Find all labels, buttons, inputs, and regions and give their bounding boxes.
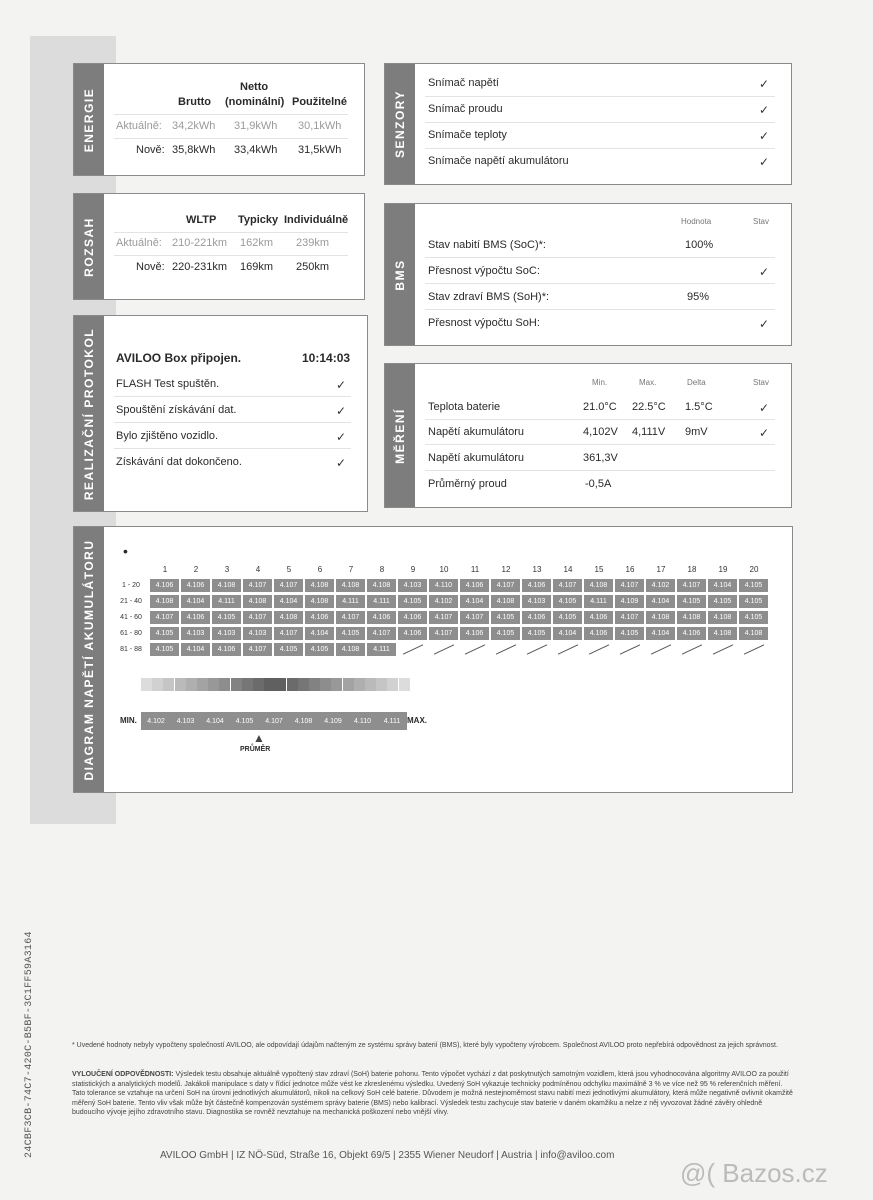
average-label: PRŮMĚR: [240, 746, 271, 753]
scale-shade: [399, 678, 410, 691]
voltage-cell: 4.104: [646, 595, 675, 608]
protokol-check-3: ✓: [336, 430, 347, 444]
row-label: 41 - 60: [120, 614, 142, 621]
mereni-row-4-label: Průměrný proud: [428, 478, 507, 490]
bms-row-3-label: Stav zdraví BMS (SoH)*:: [428, 291, 550, 303]
voltage-cell: 4.108: [243, 595, 272, 608]
protokol-time: 10:14:03: [302, 351, 351, 365]
row-label: 21 - 40: [120, 598, 142, 605]
voltage-cell: 4.105: [708, 595, 737, 608]
disclaimer-title: VYLOUČENÍ ODPOVĚDNOSTI:: [72, 1071, 174, 1078]
voltage-cell: 4.104: [646, 627, 675, 640]
column-number: 19: [718, 565, 728, 574]
rozsah-tab: [74, 194, 104, 299]
senzor-check-3: ✓: [759, 129, 770, 143]
protokol-step-4: Získávání dat dokončeno.: [116, 456, 242, 468]
voltage-cell: 4.104: [305, 627, 334, 640]
voltage-cell: 4.106: [305, 611, 334, 624]
bms-row-4-check: ✓: [759, 317, 770, 331]
mereni-col-max: Max.: [639, 378, 657, 387]
diagram-tab-label: DIAGRAM NAPĚTÍ AKUMULÁTORU: [82, 539, 96, 780]
voltage-cell: 4.105: [522, 627, 551, 640]
voltage-cell: 4.104: [708, 579, 737, 592]
bms-col-hodnota: Hodnota: [681, 217, 712, 226]
voltage-cell: 4.108: [150, 595, 179, 608]
column-number: 11: [470, 565, 480, 574]
mereni-row-1-max: 22.5°C: [632, 401, 666, 413]
voltage-cell: 4.108: [646, 611, 675, 624]
scale-shade: [387, 678, 398, 691]
mereni-row-2-label: Napětí akumulátoru: [428, 426, 524, 438]
mereni-row-1-check: ✓: [759, 401, 770, 415]
scale-shade: [298, 678, 309, 691]
voltage-cell: 4.107: [243, 579, 272, 592]
rozsah-row1-wltp: 210-221km: [172, 237, 228, 249]
rozsah-row2-typicky: 169km: [240, 261, 274, 273]
column-number: 9: [410, 565, 416, 574]
row-label: 61 - 80: [120, 630, 142, 637]
voltage-cell: 4.111: [584, 595, 613, 608]
column-number: 14: [563, 565, 573, 574]
voltage-cell: 4.111: [336, 595, 365, 608]
scale-shade: [331, 678, 342, 691]
rozsah-tab-label: ROZSAH: [82, 216, 96, 277]
voltage-cell: 4.106: [398, 627, 427, 640]
energie-col-pouzitelne: Použitelné: [292, 96, 348, 108]
energie-row2-netto: 33,4kWh: [234, 144, 278, 156]
voltage-cell: 4.107: [274, 579, 303, 592]
mereni-row-2-max: 4,111V: [632, 426, 666, 438]
voltage-cell: 4.104: [181, 595, 210, 608]
voltage-cell: 4.108: [274, 611, 303, 624]
voltage-cell: 4.106: [367, 611, 396, 624]
scale-shade: [141, 678, 152, 691]
voltage-cell: 4.110: [429, 579, 458, 592]
column-number: 20: [749, 565, 759, 574]
mereni-row-2-delta: 9mV: [685, 426, 708, 438]
voltage-cell: 4.105: [305, 643, 334, 656]
energie-card: [73, 63, 365, 176]
voltage-cell: 4.105: [739, 611, 768, 624]
column-number: 15: [594, 565, 604, 574]
voltage-cell: 4.105: [398, 595, 427, 608]
voltage-cell: 4.106: [181, 611, 210, 624]
column-number: 3: [224, 565, 230, 574]
energie-row2-brutto: 35,8kWh: [172, 144, 216, 156]
row-label: 1 - 20: [122, 582, 140, 589]
scale-shade: [197, 678, 208, 691]
mereni-tab: [385, 364, 415, 507]
voltage-cell: 4.107: [553, 579, 582, 592]
scale-shade: [163, 678, 174, 691]
voltage-cell: 4.106: [212, 643, 241, 656]
voltage-cell: 4.105: [553, 611, 582, 624]
voltage-cell: 4.107: [243, 611, 272, 624]
mereni-row-2-min: 4,102V: [583, 426, 618, 438]
protokol-step-2: Spouštění získávání dat.: [116, 404, 237, 416]
voltage-cell: 4.104: [274, 595, 303, 608]
footer-disclaimer: [72, 1070, 796, 1118]
bms-tab: [385, 204, 415, 345]
senzor-item-1: Snímač napětí: [428, 77, 499, 89]
column-number: 13: [532, 565, 542, 574]
protokol-tab-label: REALIZAČNÍ PROTOKOL: [82, 327, 96, 500]
voltage-cell: 4.106: [398, 611, 427, 624]
energie-row1-brutto: 34,2kWh: [172, 120, 216, 132]
voltage-cell: 4.107: [429, 611, 458, 624]
watermark: [680, 1158, 828, 1189]
protokol-title: AVILOO Box připojen.: [116, 351, 242, 365]
voltage-cell: 4.105: [739, 595, 768, 608]
senzor-item-4: Snímače napětí akumulátoru: [428, 155, 569, 167]
voltage-cell: 4.102: [646, 579, 675, 592]
voltage-cell: 4.105: [336, 627, 365, 640]
protokol-card: [73, 315, 368, 512]
voltage-cell: 4.106: [522, 611, 551, 624]
bms-row-4-label: Přesnost výpočtu SoH:: [428, 317, 540, 329]
rozsah-col-wltp: WLTP: [186, 214, 217, 226]
voltage-cell: 4.108: [336, 643, 365, 656]
bms-row-2-check: ✓: [759, 265, 770, 279]
diagram-bullet: •: [123, 543, 128, 559]
column-number: 2: [193, 565, 199, 574]
rozsah-col-individualne: Individuálně: [284, 214, 349, 226]
column-number: 17: [656, 565, 666, 574]
rozsah-col-typicky: Typicky: [238, 214, 279, 226]
mereni-tab-label: MĚŘENÍ: [393, 407, 407, 464]
mereni-card: [384, 363, 792, 508]
scale-shade: [242, 678, 253, 691]
protokol-check-1: ✓: [336, 378, 347, 392]
column-number: 4: [255, 565, 261, 574]
scale-shade: [175, 678, 186, 691]
column-number: 7: [348, 565, 354, 574]
scale-value-cell: 4.107: [259, 712, 289, 730]
mereni-col-min: Min.: [592, 378, 608, 387]
scale-shade: [219, 678, 230, 691]
voltage-cell: 4.108: [584, 579, 613, 592]
mereni-row-2-check: ✓: [759, 426, 770, 440]
voltage-cell: 4.106: [460, 579, 489, 592]
voltage-cell: 4.108: [305, 579, 334, 592]
voltage-cell: 4.105: [212, 611, 241, 624]
senzory-card: [384, 63, 792, 185]
column-number: 6: [317, 565, 323, 574]
scale-max-label: MAX.: [407, 716, 427, 725]
mereni-row-3-label: Napětí akumulátoru: [428, 452, 524, 464]
scale-value-cell: 4.102: [141, 712, 171, 730]
voltage-cell: 4.107: [274, 627, 303, 640]
energie-col-brutto: Brutto: [178, 96, 211, 108]
protokol-step-1: FLASH Test spuštěn.: [116, 378, 220, 390]
scale-value-cell: 4.109: [318, 712, 348, 730]
senzor-check-2: ✓: [759, 103, 770, 117]
protokol-tab: [74, 316, 104, 511]
mereni-row-1-label: Teplota baterie: [428, 401, 501, 413]
voltage-cell: 4.106: [181, 579, 210, 592]
bms-row-2-label: Přesnost výpočtu SoC:: [428, 265, 540, 277]
column-number: 8: [379, 565, 385, 574]
voltage-cell: 4.105: [553, 595, 582, 608]
rozsah-row1-typicky: 162km: [240, 237, 274, 249]
voltage-cell: 4.111: [367, 643, 396, 656]
scale-shade: [264, 678, 275, 691]
voltage-cell: 4.103: [181, 627, 210, 640]
energie-row1-netto: 31,9kWh: [234, 120, 278, 132]
mereni-row-1-delta: 1.5°C: [685, 401, 713, 413]
voltage-cell: 4.103: [398, 579, 427, 592]
scale-min-label: MIN.: [120, 716, 137, 725]
energie-row1-pouzitelne: 30,1kWh: [298, 120, 342, 132]
mereni-row-3-min: 361,3V: [583, 452, 618, 464]
bms-tab-label: BMS: [393, 258, 407, 291]
scale-shade: [365, 678, 376, 691]
rozsah-row2-wltp: 220-231km: [172, 261, 228, 273]
voltage-cell: 4.107: [615, 579, 644, 592]
voltage-cell: 4.106: [150, 579, 179, 592]
voltage-cell: 4.103: [243, 627, 272, 640]
voltage-cell: 4.107: [615, 611, 644, 624]
mereni-col-stav: Stav: [753, 378, 770, 387]
column-number: 1: [162, 565, 168, 574]
voltage-cell: 4.108: [708, 627, 737, 640]
voltage-cell: 4.102: [429, 595, 458, 608]
energie-row1-label: Aktuálně:: [116, 120, 162, 132]
bms-row-1-value: 100%: [685, 239, 714, 251]
voltage-cell: 4.108: [212, 579, 241, 592]
footer-note: * Uvedené hodnoty nebyly vypočteny společností AVILOO, ale odpovídají údajům načteným ze systému správy baterií (BMS), které byly vypočteny výrobcem. Společnost AVILOO proto nepřebírá odpovědnost za jejich správnost.: [72, 1042, 778, 1049]
senzory-tab-label: SENZORY: [393, 89, 407, 159]
voltage-cell: 4.105: [615, 627, 644, 640]
senzor-check-4: ✓: [759, 155, 770, 169]
voltage-cell: 4.107: [677, 579, 706, 592]
senzor-item-2: Snímač proudu: [428, 103, 503, 115]
voltage-cell: 4.111: [212, 595, 241, 608]
voltage-cell: 4.107: [491, 579, 520, 592]
scale-value-cell: 4.108: [289, 712, 319, 730]
column-number: 12: [501, 565, 511, 574]
voltage-cell: 4.106: [460, 627, 489, 640]
document-id: 24CBF3CB-74C7-420C-B5BF-3C1FF59A3164: [24, 931, 35, 1158]
voltage-cell: 4.105: [739, 579, 768, 592]
voltage-cell: 4.107: [336, 611, 365, 624]
voltage-cell: 4.108: [708, 611, 737, 624]
column-number: 16: [625, 565, 635, 574]
mereni-row-1-min: 21.0°C: [583, 401, 617, 413]
voltage-cell: 4.111: [367, 595, 396, 608]
scale-shade: [253, 678, 264, 691]
voltage-cell: 4.105: [677, 595, 706, 608]
watermark-icon: @(: [680, 1158, 716, 1188]
disclaimer-text: Výsledek testu obsahuje aktuálně vypočtený stav zdraví (SoH) baterie pohonu. Tento výpočet vychází z dat poskytnutých samotným vozidlem, která jsou vyhodnocována algoritmy AVILOO za použití statistických a analytických modelů. Jakákoli manipulace s daty v řídicí jednotce může vést ke zkreslenému výsledku. Uvedený SoH vykazuje technicky podmíněnou odchylku maximálně 3 % ve více než 95 % referenčních měření. Tato tolerance se vztahuje na určení SoH na úrovni jednotlivých akumulátorů, nikoli na celkový SoH celé baterie. Důvodem je možná nestejnoměrnost stavu nabití mezi jednotlivými akumulátory, která může negativně ovlivnit okamžitě měřený SoH baterie. Tento vliv však může být částečně kompenzován systémem správy baterie (BMS) nebo kalibrací. Výsledek testu zachycuje stav baterie v daném okamžiku a nelze z něj vyvozovat žádné závěry ohledně budoucího vývoje jejího zdravotního stavu. Diagnostika se rovněž nevztahuje na mechanická poškození nebo vnější vlivy.: [72, 1071, 793, 1116]
scale-shade: [376, 678, 387, 691]
rozsah-row2-individualne: 250km: [296, 261, 330, 273]
scale-shade: [275, 678, 286, 691]
voltage-cell: 4.105: [491, 611, 520, 624]
voltage-cell: 4.105: [150, 643, 179, 656]
scale-value-cell: 4.103: [171, 712, 201, 730]
voltage-cell: 4.107: [150, 611, 179, 624]
scale-value-cell: 4.111: [377, 712, 407, 730]
voltage-cell: 4.108: [305, 595, 334, 608]
bms-row-3-value: 95%: [687, 291, 710, 303]
protokol-check-4: ✓: [336, 456, 347, 470]
voltage-cell: 4.108: [739, 627, 768, 640]
column-number: 5: [286, 565, 292, 574]
scale-shade: [231, 678, 242, 691]
mereni-row-4-min: -0,5A: [585, 478, 612, 490]
column-number: 18: [687, 565, 697, 574]
protokol-step-3: Bylo zjištěno vozidlo.: [116, 430, 219, 442]
scale-shade: [354, 678, 365, 691]
scale-value-cell: 4.104: [200, 712, 230, 730]
senzor-check-1: ✓: [759, 77, 770, 91]
bms-row-1-label: Stav nabití BMS (SoC)*:: [428, 239, 546, 251]
energie-tab-label: ENERGIE: [82, 87, 96, 152]
voltage-cell: 4.108: [491, 595, 520, 608]
voltage-cell: 4.104: [460, 595, 489, 608]
footer-address: AVILOO GmbH | IZ NÖ-Süd, Straße 16, Objekt 69/5 | 2355 Wiener Neudorf | Austria | info@aviloo.com: [160, 1150, 615, 1161]
scale-shade: [320, 678, 331, 691]
protokol-check-2: ✓: [336, 404, 347, 418]
voltage-cell: 4.104: [553, 627, 582, 640]
diagram-tab: [74, 527, 104, 792]
scale-shade: [208, 678, 219, 691]
voltage-cell: 4.106: [584, 611, 613, 624]
rozsah-row2-label: Nově:: [136, 261, 165, 273]
voltage-cell: 4.106: [522, 579, 551, 592]
voltage-cell: 4.107: [460, 611, 489, 624]
energie-tab: [74, 64, 104, 175]
voltage-cell: 4.104: [181, 643, 210, 656]
senzor-item-3: Snímače teploty: [428, 129, 507, 141]
voltage-cell: 4.106: [584, 627, 613, 640]
voltage-cell: 4.107: [367, 627, 396, 640]
voltage-cell: 4.105: [491, 627, 520, 640]
rozsah-row1-individualne: 239km: [296, 237, 330, 249]
voltage-cell: 4.103: [522, 595, 551, 608]
energie-col-netto-1: Netto: [240, 81, 269, 93]
watermark-text: Bazos.cz: [722, 1158, 828, 1188]
voltage-cell: 4.107: [243, 643, 272, 656]
average-marker-icon: ▲: [253, 731, 265, 745]
voltage-cell: 4.109: [615, 595, 644, 608]
voltage-cell: 4.105: [274, 643, 303, 656]
voltage-cell: 4.106: [677, 627, 706, 640]
voltage-cell: 4.108: [336, 579, 365, 592]
scale-shade: [287, 678, 298, 691]
voltage-cell: 4.103: [212, 627, 241, 640]
senzory-tab: [385, 64, 415, 184]
row-label: 81 - 88: [120, 646, 142, 653]
scale-value-cell: 4.110: [348, 712, 378, 730]
voltage-cell: 4.107: [429, 627, 458, 640]
voltage-cell: 4.105: [150, 627, 179, 640]
scale-shade: [186, 678, 197, 691]
energie-col-netto-2: (nominální): [225, 96, 285, 108]
voltage-cell: 4.108: [677, 611, 706, 624]
energie-row2-label: Nově:: [136, 144, 165, 156]
column-number: 10: [439, 565, 449, 574]
scale-shade: [343, 678, 354, 691]
scale-shade: [309, 678, 320, 691]
mereni-col-delta: Delta: [687, 378, 706, 387]
rozsah-card: [73, 193, 365, 300]
scale-value-cell: 4.105: [230, 712, 260, 730]
energie-row2-pouzitelne: 31,5kWh: [298, 144, 342, 156]
scale-shade: [152, 678, 163, 691]
bms-card: [384, 203, 792, 346]
rozsah-row1-label: Aktuálně:: [116, 237, 162, 249]
voltage-cell: 4.108: [367, 579, 396, 592]
bms-col-stav: Stav: [753, 217, 770, 226]
